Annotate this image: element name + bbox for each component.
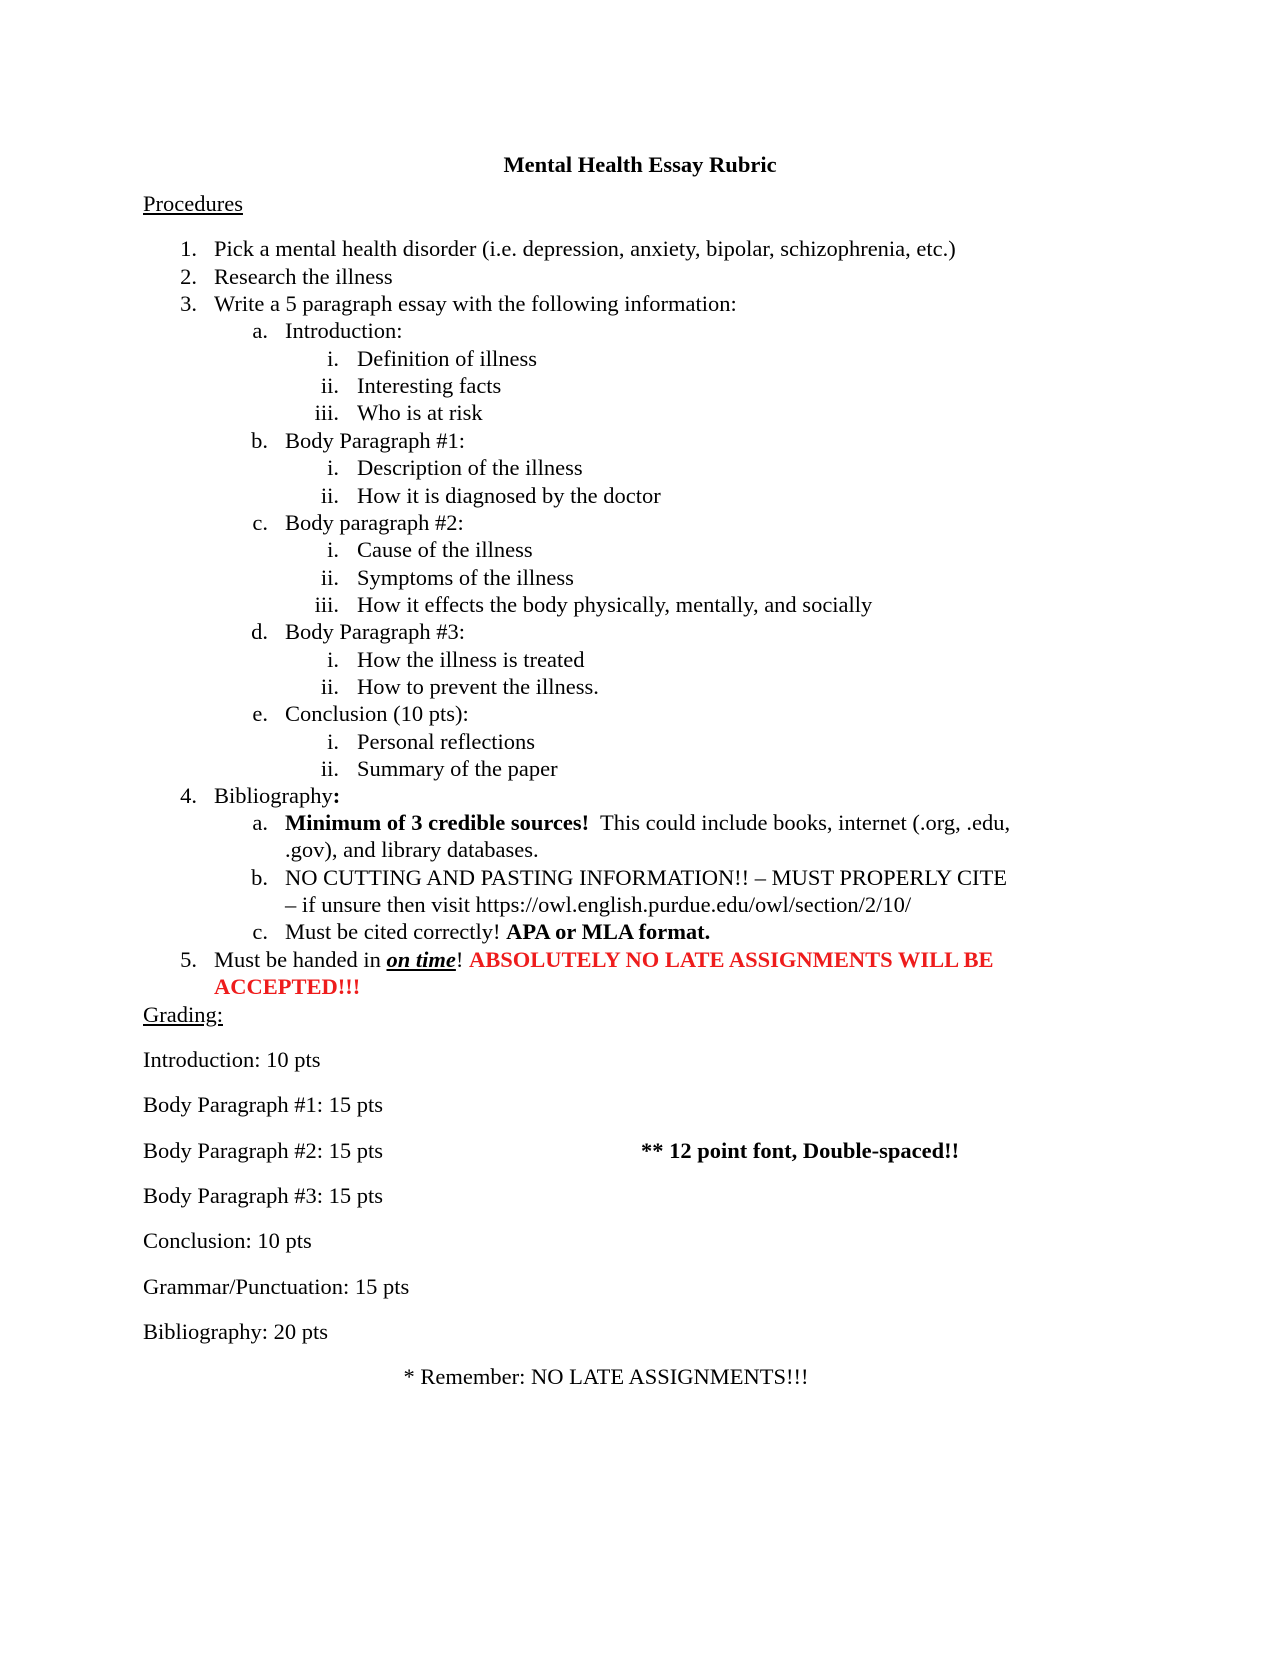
- sub-text: Introduction:: [285, 318, 403, 343]
- roman: iii.: [314, 592, 339, 617]
- grading-item: Body Paragraph #3: 15 pts: [143, 1183, 383, 1208]
- procedures-heading: Procedures: [143, 191, 243, 216]
- sub-text: NO CUTTING AND PASTING INFORMATION!! – MUST PROPERLY CITE: [285, 865, 1007, 890]
- step-text: Must be handed in on time! ABSOLUTELY NO LATE ASSIGNMENTS WILL BE: [214, 947, 994, 972]
- grading-item: Conclusion: 10 pts: [143, 1228, 312, 1253]
- step-text: Write a 5 paragraph essay with the following information:: [214, 291, 737, 316]
- sub-text: Body Paragraph #3:: [285, 619, 465, 644]
- late-warning: ABSOLUTELY NO LATE ASSIGNMENTS WILL BE: [469, 947, 994, 972]
- grading-item: Body Paragraph #1: 15 pts: [143, 1092, 383, 1117]
- sub-letter: b.: [251, 865, 268, 890]
- step-text: Research the illness: [214, 264, 393, 289]
- late-warning-cont: ACCEPTED!!!: [214, 974, 361, 999]
- bibliography-label: Bibliography: [214, 783, 333, 808]
- item-text: How the illness is treated: [357, 647, 585, 672]
- sub-text: Body Paragraph #1:: [285, 428, 465, 453]
- citation-link-text: – if unsure then visit https://owl.english.purdue.edu/owl/section/2/10/: [285, 892, 912, 917]
- roman: ii.: [320, 373, 339, 398]
- sub-text: Minimum of 3 credible sources! This could include books, internet (.org, .edu,: [285, 810, 1011, 835]
- page-title: Mental Health Essay Rubric: [503, 152, 777, 177]
- sub-text-cont: .gov), and library databases.: [285, 837, 539, 862]
- grading-item: Grammar/Punctuation: 15 pts: [143, 1274, 410, 1299]
- step-number: 5.: [180, 947, 197, 972]
- item-text: How it is diagnosed by the doctor: [357, 483, 661, 508]
- grading-item: Bibliography: 20 pts: [143, 1319, 328, 1344]
- roman: iii.: [314, 400, 339, 425]
- step-number: 1.: [180, 236, 197, 261]
- sub-letter: d.: [251, 619, 268, 644]
- on-time-emphasis: on time: [386, 947, 456, 972]
- step-number: 3.: [180, 291, 197, 316]
- sub-letter: a.: [252, 318, 268, 343]
- roman: i.: [327, 647, 339, 672]
- step-number: 4.: [180, 783, 197, 808]
- step-text: Pick a mental health disorder (i.e. depression, anxiety, bipolar, schizophrenia, etc.): [214, 236, 956, 261]
- roman: ii.: [320, 674, 339, 699]
- reminder: * Remember: NO LATE ASSIGNMENTS!!!: [403, 1364, 809, 1389]
- sub-text: Must be cited correctly! APA or MLA format.: [285, 919, 711, 944]
- item-text: Description of the illness: [357, 455, 583, 480]
- item-text: Summary of the paper: [357, 756, 558, 781]
- grading-item: Body Paragraph #2: 15 pts: [143, 1138, 383, 1163]
- sub-letter: c.: [252, 510, 268, 535]
- item-text: Symptoms of the illness: [357, 565, 574, 590]
- sub-text: Conclusion (10 pts):: [285, 701, 469, 726]
- sub-text: Body paragraph #2:: [285, 510, 464, 535]
- item-text: Personal reflections: [357, 729, 536, 754]
- roman: ii.: [320, 756, 339, 781]
- sub-letter: a.: [252, 810, 268, 835]
- step-text: Bibliography:: [214, 783, 341, 808]
- item-text: How it effects the body physically, mentally, and socially: [357, 592, 873, 617]
- grading-item: Introduction: 10 pts: [143, 1047, 321, 1072]
- item-text: How to prevent the illness.: [357, 674, 599, 699]
- sub-letter: c.: [252, 919, 268, 944]
- roman: ii.: [320, 483, 339, 508]
- grading-heading: Grading:: [143, 1002, 223, 1027]
- item-text: Cause of the illness: [357, 537, 533, 562]
- format-note: ** 12 point font, Double-spaced!!: [641, 1138, 960, 1163]
- item-text: Definition of illness: [357, 346, 537, 371]
- sub-letter: e.: [252, 701, 268, 726]
- step-number: 2.: [180, 264, 197, 289]
- sub-letter: b.: [251, 428, 268, 453]
- roman: i.: [327, 346, 339, 371]
- roman: i.: [327, 455, 339, 480]
- item-text: Interesting facts: [357, 373, 502, 398]
- roman: i.: [327, 537, 339, 562]
- roman: i.: [327, 729, 339, 754]
- roman: ii.: [320, 565, 339, 590]
- item-text: Who is at risk: [357, 400, 483, 425]
